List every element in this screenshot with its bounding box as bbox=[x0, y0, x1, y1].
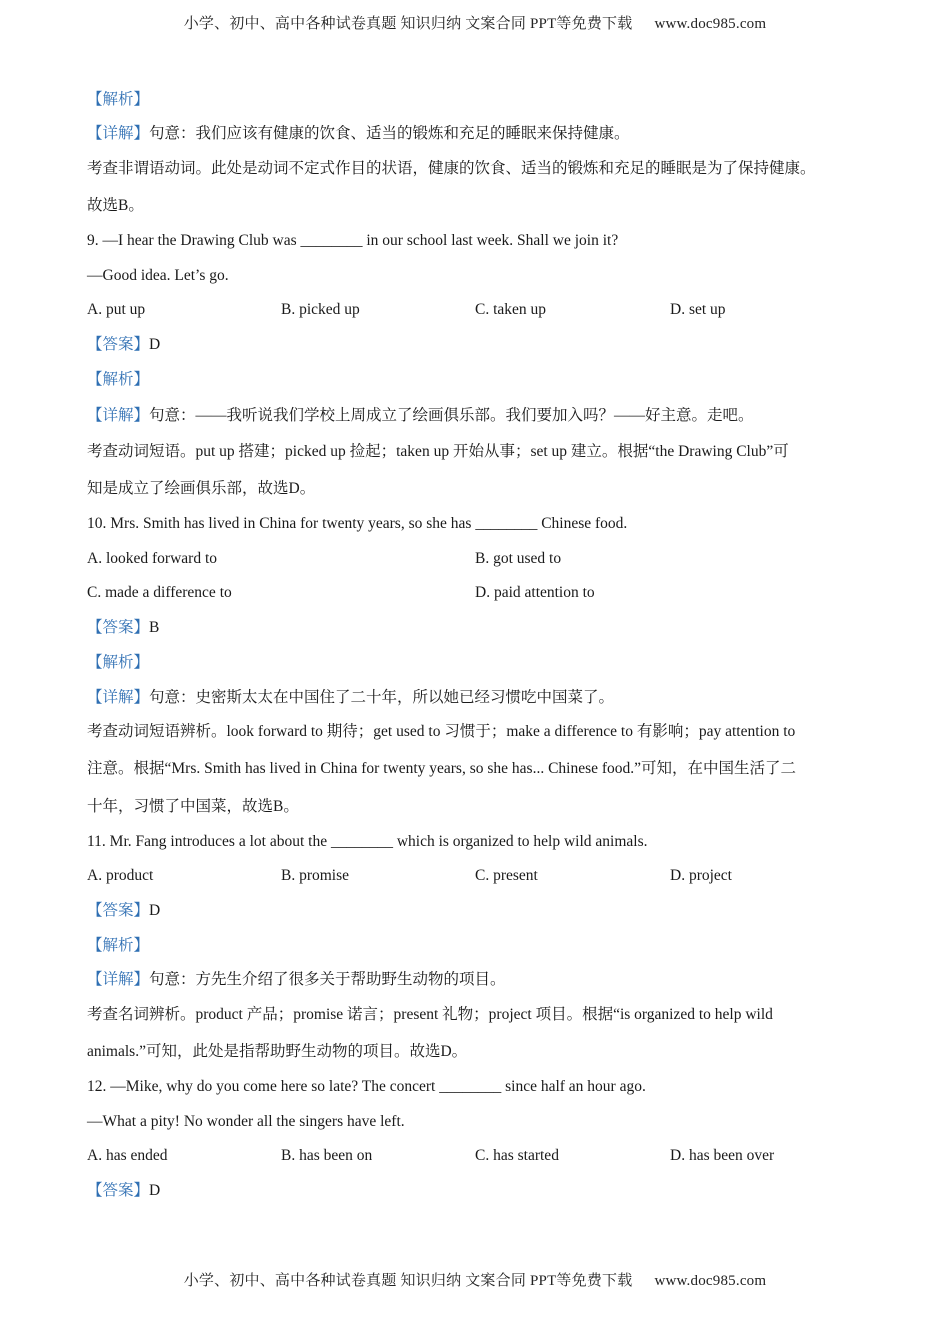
q10-detail: 【详解】句意：史密斯太太在中国住了二十年，所以她已经习惯吃中国菜了。 bbox=[87, 689, 615, 706]
q10-option-b: B. got used to bbox=[475, 550, 562, 567]
q12-stem: 12. —Mike, why do you come here so late? The concert ________ since half an hour ago. bbox=[87, 1078, 646, 1095]
q9-analysis-label: 【解析】 bbox=[87, 371, 150, 388]
q8-conclusion: 故选B。 bbox=[87, 197, 144, 214]
header-url[interactable]: www.doc985.com bbox=[654, 16, 767, 32]
q10-option-a: A. looked forward to bbox=[87, 550, 217, 567]
q9-answer: 【答案】D bbox=[87, 336, 161, 353]
q11-option-c: C. present bbox=[475, 867, 538, 884]
q9-conclusion: 知是成立了绘画俱乐部，故选D。 bbox=[87, 480, 316, 497]
q12-option-b: B. has been on bbox=[281, 1147, 373, 1164]
q9-option-d: D. set up bbox=[670, 301, 726, 318]
q11-detail: 【详解】句意：方先生介绍了很多关于帮助野生动物的项目。 bbox=[87, 971, 506, 988]
q11-stem: 11. Mr. Fang introduces a lot about the ________ which is organized to help wild animals. bbox=[87, 833, 648, 850]
q10-explanation-2: 注意。根据“Mrs. Smith has lived in China for twenty years, so she has... Chinese food.”可知，在中国生活了二 bbox=[87, 760, 797, 777]
q12-option-a: A. has ended bbox=[87, 1147, 168, 1164]
q11-explanation: 考查名词辨析。product 产品；promise 诺言；present 礼物；project 项目。根据“is organized to help wild bbox=[87, 1006, 773, 1023]
q11-analysis-label: 【解析】 bbox=[87, 937, 150, 954]
q8-detail: 【详解】句意：我们应该有健康的饮食、适当的锻炼和充足的睡眠来保持健康。 bbox=[87, 125, 630, 142]
q9-reply: —Good idea. Let’s go. bbox=[87, 267, 229, 284]
footer-text: 小学、初中、高中各种试卷真题 知识归纳 文案合同 PPT等免费下载 bbox=[183, 1273, 633, 1289]
q11-option-d: D. project bbox=[670, 867, 732, 884]
q12-answer: 【答案】D bbox=[87, 1182, 161, 1199]
q12-option-d: D. has been over bbox=[670, 1147, 775, 1164]
q9-option-b: B. picked up bbox=[281, 301, 360, 318]
q10-analysis-label: 【解析】 bbox=[87, 654, 150, 671]
q11-answer: 【答案】D bbox=[87, 902, 161, 919]
q9-explanation: 考查动词短语。put up 搭建；picked up 捡起；taken up 开始从事；set up 建立。根据“the Drawing Club”可 bbox=[87, 443, 789, 460]
q11-option-a: A. product bbox=[87, 867, 154, 884]
q12-option-c: C. has started bbox=[475, 1147, 559, 1164]
q10-conclusion: 十年，习惯了中国菜，故选B。 bbox=[87, 798, 299, 815]
q8-analysis-label: 【解析】 bbox=[87, 91, 150, 108]
q12-reply: —What a pity! No wonder all the singers have left. bbox=[87, 1113, 405, 1130]
q9-detail: 【详解】句意：——我听说我们学校上周成立了绘画俱乐部。我们要加入吗？——好主意。走吧。 bbox=[87, 407, 754, 424]
q10-answer: 【答案】B bbox=[87, 619, 160, 636]
footer-url[interactable]: www.doc985.com bbox=[654, 1273, 767, 1289]
q9-option-a: A. put up bbox=[87, 301, 146, 318]
q9-stem: 9. —I hear the Drawing Club was ________ in our school last week. Shall we join it? bbox=[87, 232, 619, 249]
q10-explanation: 考查动词短语辨析。look forward to 期待；get used to 习惯于；make a difference to 有影响；pay attention to bbox=[87, 723, 796, 740]
q11-conclusion: animals.”可知，此处是指帮助野生动物的项目。故选D。 bbox=[87, 1043, 468, 1060]
q8-explanation: 考查非谓语动词。此处是动词不定式作目的状语，健康的饮食、适当的锻炼和充足的睡眠是为了保持健康。 bbox=[87, 160, 816, 177]
q10-option-d: D. paid attention to bbox=[475, 584, 595, 601]
q11-option-b: B. promise bbox=[281, 867, 350, 884]
header-text: 小学、初中、高中各种试卷真题 知识归纳 文案合同 PPT等免费下载 bbox=[183, 16, 633, 32]
q10-stem: 10. Mrs. Smith has lived in China for twenty years, so she has ________ Chinese food. bbox=[87, 515, 628, 532]
q9-option-c: C. taken up bbox=[475, 301, 547, 318]
page-footer bbox=[0, 1269, 950, 1290]
q10-option-c: C. made a difference to bbox=[87, 584, 232, 601]
page-header bbox=[0, 12, 950, 33]
